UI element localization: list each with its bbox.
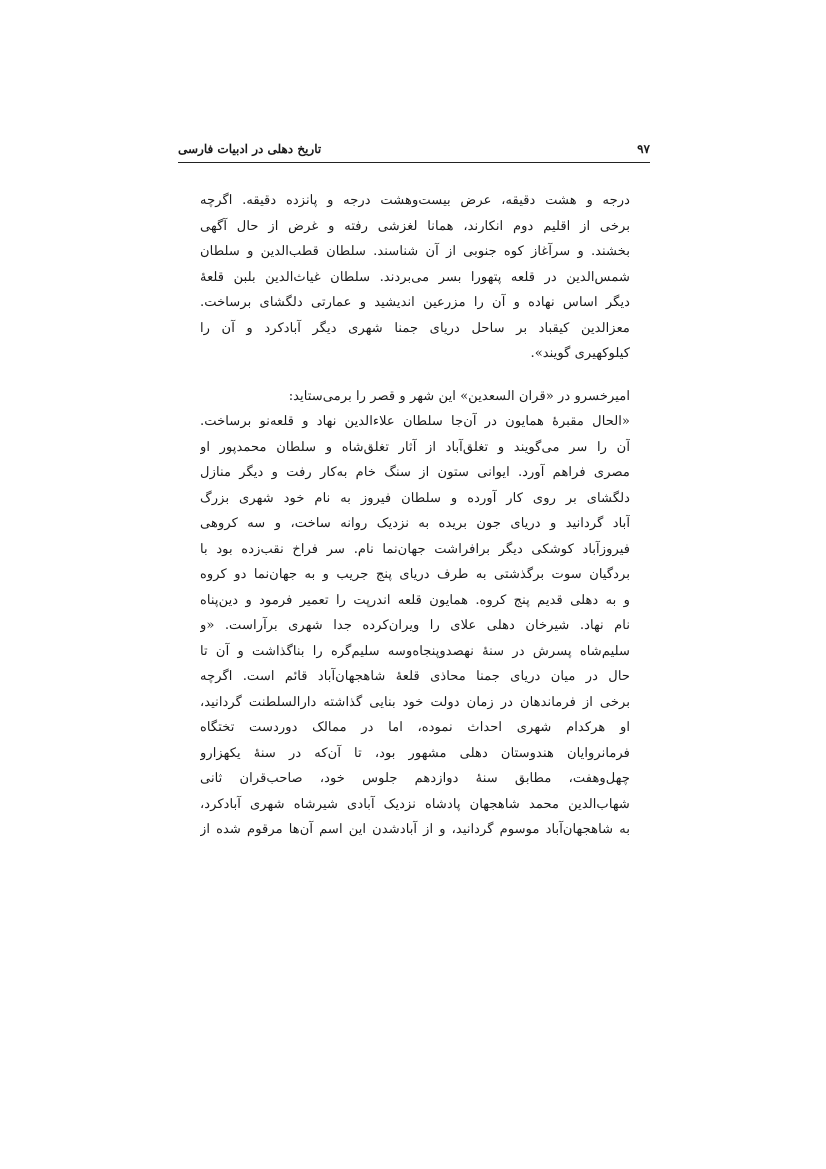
text-line: فرمانروایان هندوستان دهلی مشهور بود، تا آن‌که در سنهٔ یکهزارو — [200, 745, 630, 761]
text-line: فیروزآباد کوشکی دیگر برافراشت جهان‌نما نام. سر فراخ نقب‌زده بود با — [200, 541, 630, 557]
text-line: آن را سر می‌گویند و تغلق‌آباد از آثار تغلق‌شاه و سلطان محمدپور او — [200, 439, 630, 455]
page-header — [178, 138, 650, 163]
text-line: شمس‌الدین در قلعه پتهورا بسر می‌بردند. سلطان غیاث‌الدین بلبن قلعهٔ — [200, 269, 630, 285]
paragraph-gap — [200, 367, 630, 384]
body-text — [200, 188, 630, 843]
text-line: دیگر اساس نهاده و آن را مزرعین اندیشید و عمارتی دلگشای برساخت. — [200, 295, 630, 310]
text-line: «الحال مقبرهٔ همایون در آن‌جا سلطان علاءالدین نهاد و قلعه‌نو برساخت. — [200, 414, 630, 429]
text-line: کیلوکهیری گویند». — [530, 346, 630, 361]
text-line: سلیم‌شاه پسرش در سنهٔ نهصدوپنجاه‌وسه سلیم‌گره را بناگذاشت و آن تا — [200, 643, 630, 659]
page-number: ۹۷ — [637, 142, 650, 156]
text-line: دلگشای بر روی کار آورده و سلطان فیروز به نام خود شهری بزرگ — [200, 490, 630, 506]
text-line: حال در میان دریای جمنا محاذی قلعهٔ شاهجهان‌آباد قائم است. اگرچه — [200, 669, 630, 684]
text-line: درجه و هشت دقیقه، عرض بیست‌وهشت درجه و پانزده دقیقه. اگرچه — [200, 193, 630, 208]
running-title: تاریخ دهلی در ادبیات فارسی — [178, 142, 322, 156]
text-line: چهل‌وهفت، مطابق سنهٔ دوازدهم جلوس خود، صاحب‌قران ثانی — [200, 771, 630, 786]
text-line: برخی از فرماندهان در زمان دولت خود بنایی گذاشته دارالسلطنت گردانید، — [200, 694, 630, 710]
text-line: مصری فراهم آورد. ایوانی ستون از سنگ خام به‌کار رفت و دیگر منازل — [200, 465, 630, 480]
text-line: آباد گردانید و دریای جون بریده به نزدیک روانه ساخت، و سه کروهی — [200, 516, 630, 531]
text-line: بخشند. و سرآغاز کوه جنوبی از آن شناسند. سلطان قطب‌الدین و سلطان — [200, 244, 630, 259]
paragraph — [200, 188, 630, 367]
paragraph — [200, 384, 630, 843]
text-line: به شاهجهان‌آباد موسوم گردانید، و از آبادشدن این اسم آن‌ها مرقوم شده از — [200, 822, 630, 837]
text-line: او هرکدام شهری احداث نموده، اما در ممالک دوردست تختگاه — [200, 720, 630, 735]
text-line: برخی از اقلیم دوم انکارند، همانا لغزشی رفته و غرض از حال آگهی — [200, 218, 630, 234]
text-line: بردگیان سوت برگذشتی به طرف دریای پنج جریب و به جهان‌نما دو کروه — [200, 567, 630, 582]
text-line: و به دهلی قدیم پنج کروه. همایون قلعه اندرپت را تعمیر فرمود و دین‌پناه — [200, 592, 630, 608]
text-line: شهاب‌الدین محمد شاهجهان پادشاه نزدیک آبادی شیرشاه شهری آبادکرد، — [200, 796, 630, 812]
text-line: معزالدین کیقباد بر ساحل دریای جمنا شهری دیگر آبادکرد و آن را — [200, 320, 630, 336]
text-line: امیرخسرو در «قران السعدین» این شهر و قصر را برمی‌ستاید: — [288, 388, 630, 404]
text-line: نام نهاد. شیرخان دهلی علای را ویران‌کرده جدا شهری برآراست. «و — [200, 618, 630, 633]
